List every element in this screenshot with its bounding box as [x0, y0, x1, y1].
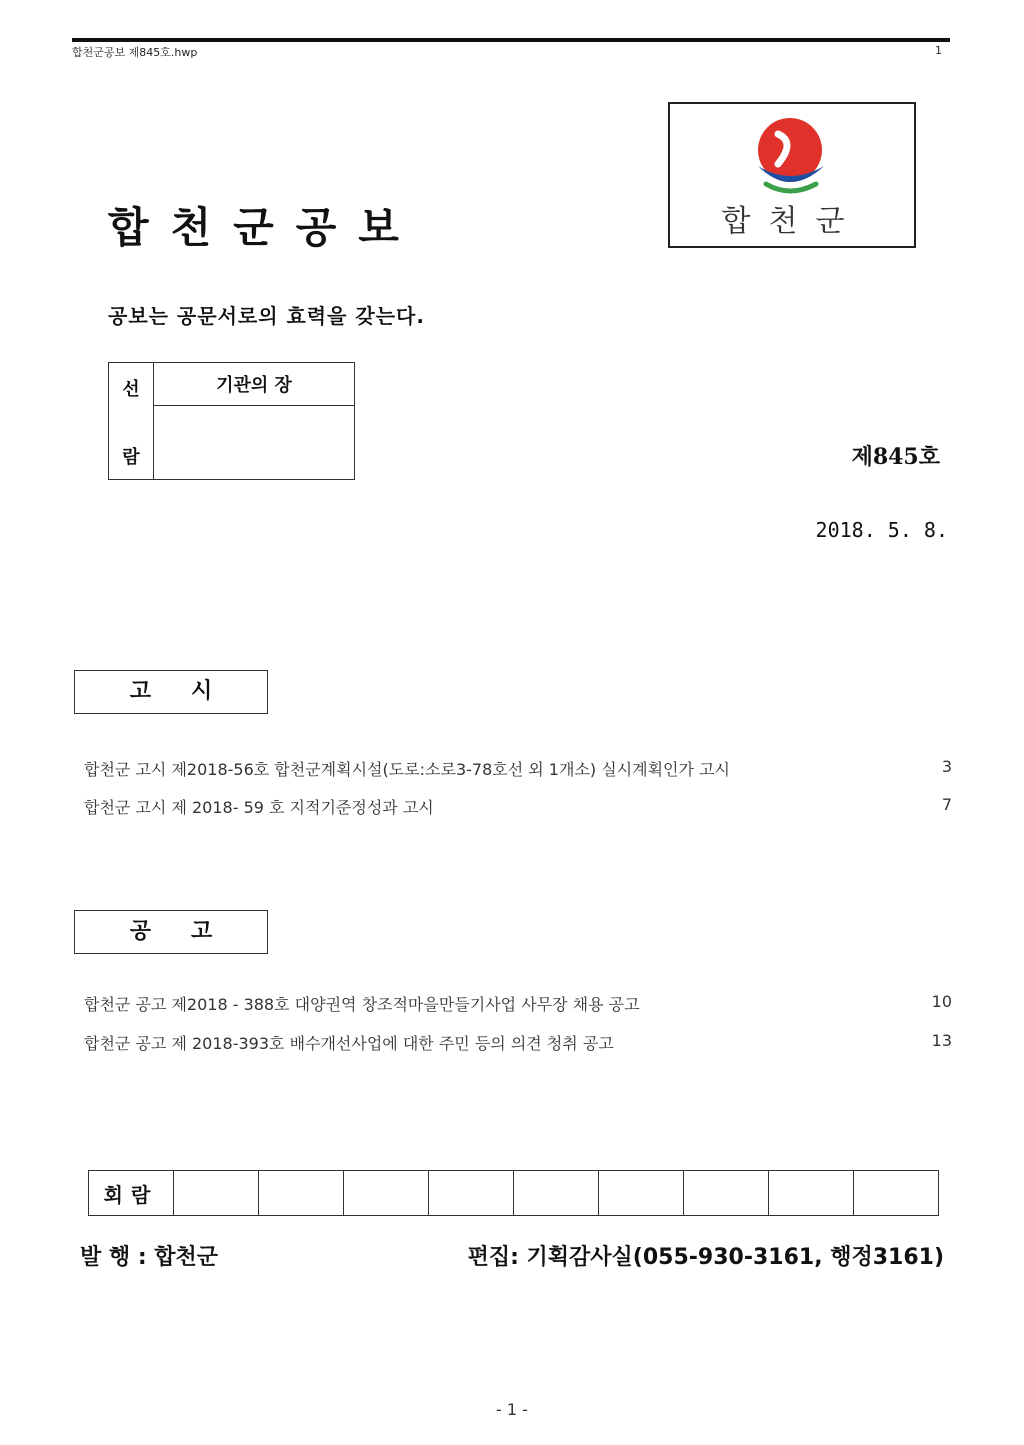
circulation-cell [769, 1171, 854, 1216]
toc-entry-page: 3 [941, 757, 952, 776]
toc-entry-page: 13 [931, 1031, 952, 1050]
header-page-number: 1 [935, 44, 942, 57]
toc-entry-page: 7 [941, 795, 952, 814]
circulation-cell [599, 1171, 684, 1216]
toc-entry-text: 합천군 공고 제2018 - 388호 대양권역 창조적마을만들기사업 사무장 채용 공고 [84, 995, 640, 1014]
section-title-gosi: 고시 [74, 670, 268, 714]
hapcheon-emblem-icon [748, 112, 832, 202]
subtitle: 공보는 공문서로의 효력을 갖는다. [108, 304, 425, 328]
page-title: 합천군공보 [108, 203, 421, 252]
circulation-cell [684, 1171, 769, 1216]
toc-entry-text: 합천군 공고 제 2018-393호 배수개선사업에 대한 주민 등의 의견 청취 공고 [84, 1034, 614, 1053]
circulation-cell [514, 1171, 599, 1216]
approval-signature-cell [154, 406, 355, 480]
approval-side-top: 선 [122, 379, 140, 400]
section-title-gonggo: 공고 [74, 910, 268, 954]
circulation-cell [429, 1171, 514, 1216]
approval-table [108, 362, 355, 480]
issue-number: 제845호 [851, 444, 940, 470]
approval-side-label [109, 363, 154, 480]
emblem-name: 합천군 [721, 204, 863, 239]
editor-contact: 편집: 기획감사실(055-930-3161, 행정3161) [467, 1245, 944, 1270]
circulation-label: 회람 [89, 1171, 174, 1216]
footer-page-number: - 1 - [496, 1400, 528, 1419]
approval-header: 기관의 장 [154, 363, 355, 406]
toc-entry-text: 합천군 고시 제 2018- 59 호 지적기준정성과 고시 [84, 798, 434, 817]
circulation-cell [174, 1171, 259, 1216]
header-rule [72, 38, 950, 42]
circulation-table [88, 1170, 939, 1216]
file-name: 합천군공보 제845호.hwp [72, 46, 198, 59]
circulation-cell [344, 1171, 429, 1216]
circulation-cell [259, 1171, 344, 1216]
publisher: 발 행 : 합천군 [80, 1245, 219, 1270]
toc-entry-page: 10 [931, 992, 952, 1011]
circulation-cell [854, 1171, 939, 1216]
issue-date: 2018. 5. 8. [815, 518, 948, 542]
approval-side-bottom: 람 [122, 447, 140, 468]
toc-entry-text: 합천군 고시 제2018-56호 합천군계획시설(도로:소로3-78호선 외 1개소) 실시계획인가 고시 [84, 760, 730, 779]
